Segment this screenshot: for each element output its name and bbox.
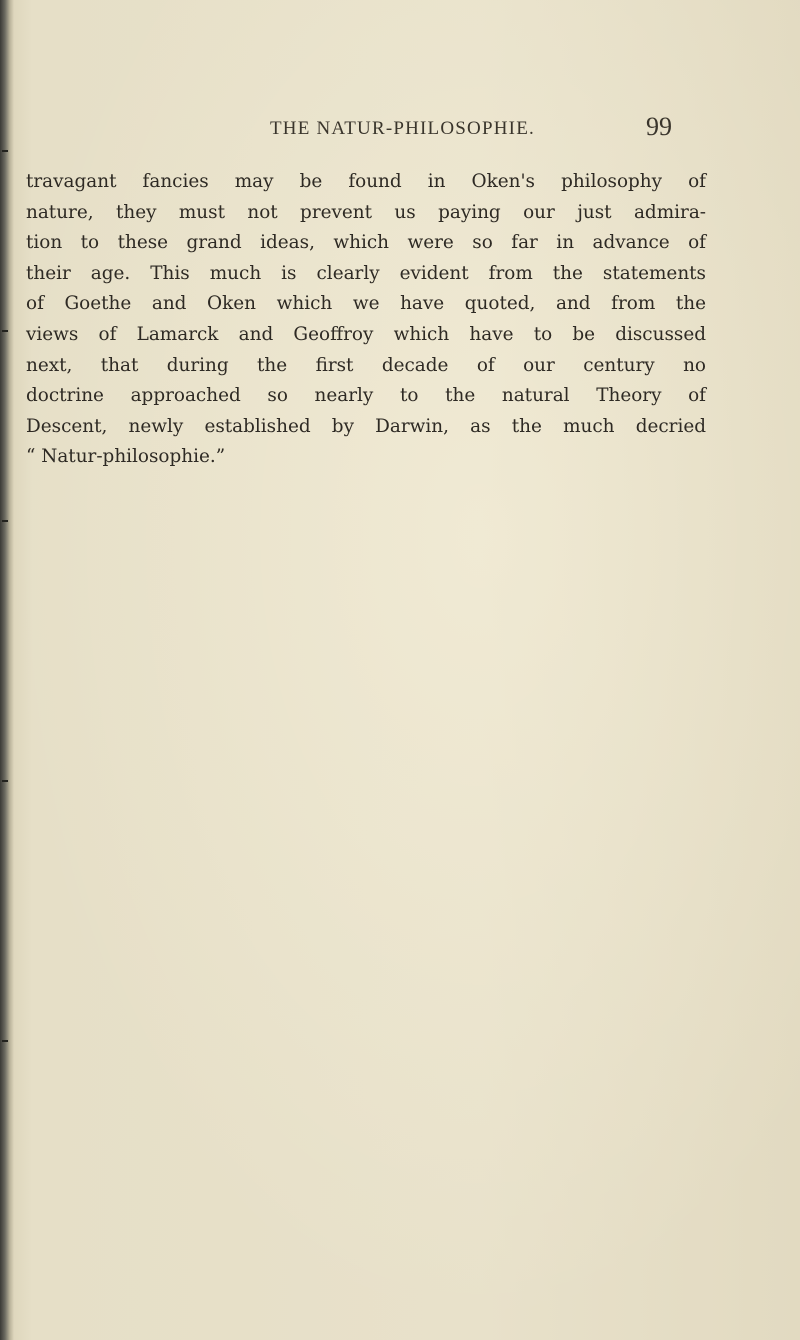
- text-line: travagant fancies may be found in Oken's philosophy of: [26, 171, 706, 192]
- spine-mark: [2, 330, 8, 332]
- spine-mark: [2, 1040, 8, 1042]
- text-line: tion to these grand ideas, which were so far in advance of: [26, 232, 706, 254]
- text-line: “ Natur-philosophie.”: [26, 446, 226, 468]
- text-line: views of Lamarck and Geoffroy which have to be discussed: [26, 323, 706, 345]
- page-number: 99: [646, 112, 672, 141]
- book-spine-edge: [0, 0, 14, 1340]
- spine-mark: [2, 780, 8, 782]
- running-head-title: THE NATUR-PHILOSOPHIE.: [270, 118, 535, 139]
- running-head: [0, 112, 800, 142]
- text-line: Descent, newly established by Darwin, as the much decried: [26, 415, 706, 437]
- text-line: doctrine approached so nearly to the natural Theory of: [26, 385, 706, 407]
- text-line: their age. This much is clearly evident from the statements: [26, 262, 706, 284]
- spine-mark: [2, 520, 8, 522]
- text-line: next, that during the first decade of our century no: [26, 354, 706, 376]
- text-line: of Goethe and Oken which we have quoted, and from the: [26, 293, 706, 315]
- spine-mark: [2, 150, 8, 152]
- body-paragraph: [26, 167, 706, 473]
- text-line: nature, they must not prevent us paying our just admira-: [26, 201, 706, 223]
